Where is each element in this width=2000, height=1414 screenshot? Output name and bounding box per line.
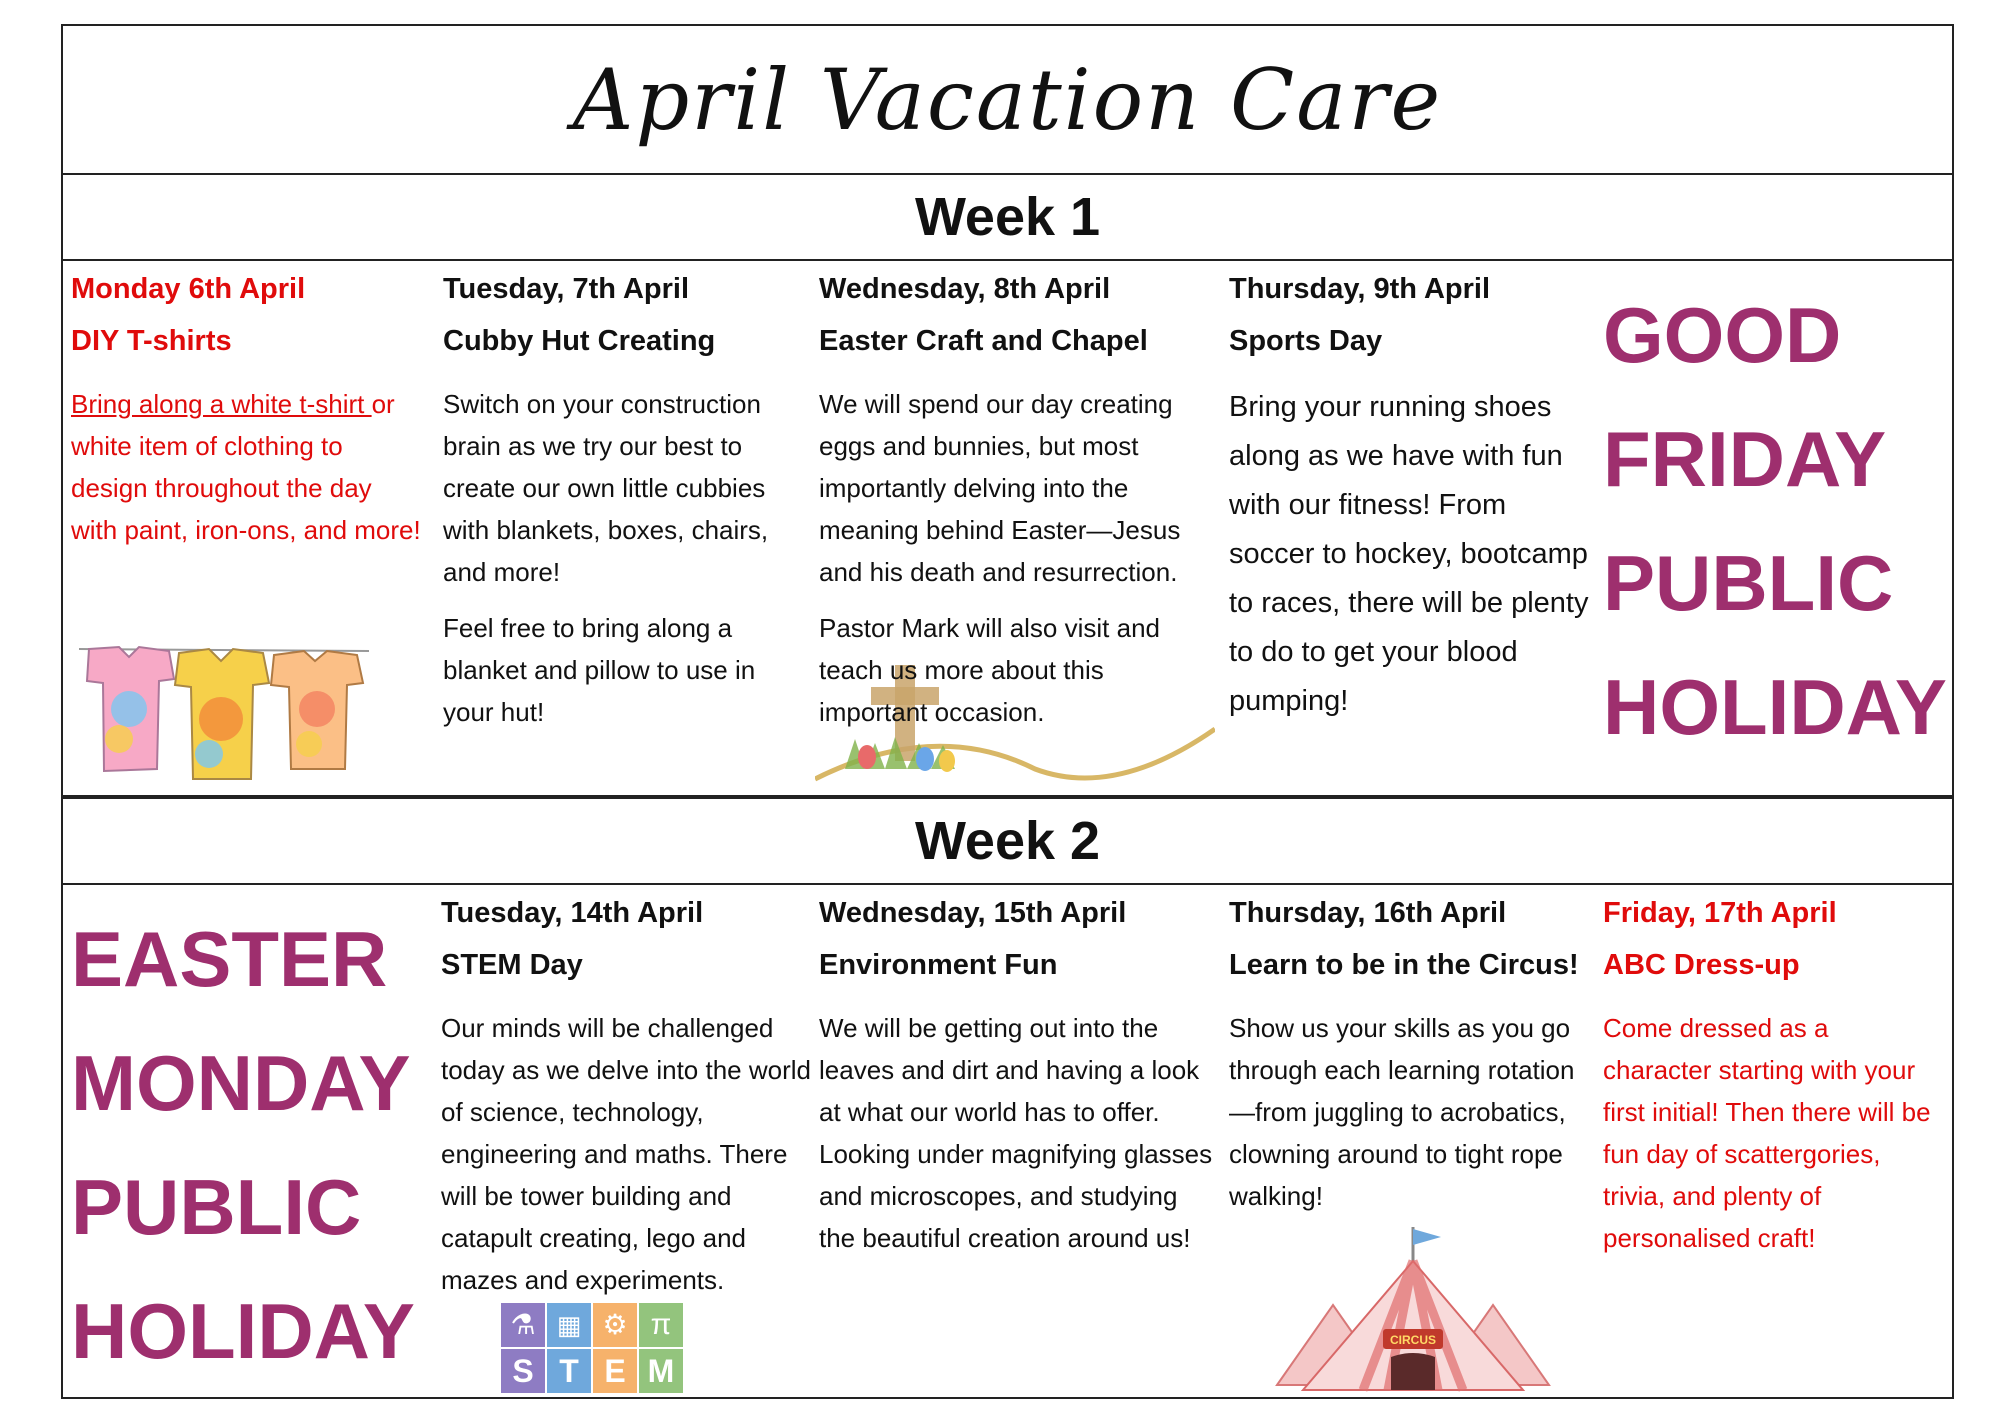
day-title: Tuesday, 7th April <box>443 273 690 305</box>
week1-friday-holiday <box>1603 273 1947 769</box>
week1-heading: Week 1 <box>914 187 1101 247</box>
stem-letter: T <box>547 1349 591 1393</box>
holiday-line: EASTER <box>71 915 388 1003</box>
egg-icon <box>858 745 876 769</box>
day-title: Tuesday, 14th April <box>441 897 704 929</box>
day-title: Thursday, 16th April <box>1229 897 1507 929</box>
stem-letter: S <box>501 1349 545 1393</box>
activity-title: Learn to be in the Circus! <box>1229 949 1579 981</box>
grid-icon: ▦ <box>547 1303 591 1347</box>
page-title: April Vacation Care <box>572 50 1443 149</box>
holiday-line: PUBLIC <box>1603 539 1894 627</box>
day-title: Monday 6th April <box>71 273 306 305</box>
week2-wednesday <box>819 885 1227 1259</box>
tshirts-illustration <box>79 629 369 789</box>
stem-letter: E <box>593 1349 637 1393</box>
egg-icon <box>939 750 955 772</box>
week1-tuesday <box>443 261 818 733</box>
activity-description <box>71 383 421 551</box>
holiday-line: HOLIDAY <box>1603 663 1947 751</box>
activity-description: Show us your skills as you go through each learning rotation—from juggling to acrobatics, clowning around to tight rope walking! <box>1229 1013 1575 1211</box>
circus-tent-illustration <box>1273 1225 1553 1395</box>
week2-monday-holiday <box>71 897 441 1393</box>
day-title: Wednesday, 8th April <box>819 273 1111 305</box>
activity-title: Sports Day <box>1229 325 1383 357</box>
activity-note: Feel free to bring along a blanket and pillow to use in your hut! <box>443 613 756 727</box>
tshirt-icon <box>271 651 363 769</box>
week2-heading-bar <box>61 797 1954 885</box>
activity-title: Cubby Hut Creating <box>443 325 716 357</box>
day-title: Thursday, 9th April <box>1229 273 1491 305</box>
flag-icon <box>1413 1229 1441 1245</box>
week2-tuesday <box>441 885 821 1301</box>
week1-monday <box>71 261 431 551</box>
circus-sign: CIRCUS <box>1389 1333 1437 1347</box>
holiday-line: PUBLIC <box>71 1163 362 1251</box>
flask-icon: ⚗ <box>501 1303 545 1347</box>
week1-heading-bar <box>61 173 1954 261</box>
week1-body <box>61 261 1954 797</box>
activity-title: STEM Day <box>441 949 583 981</box>
activity-title: Environment Fun <box>819 949 1058 981</box>
holiday-line: HOLIDAY <box>71 1287 415 1375</box>
description-rest: or white item of clothing to design throughout the day with paint, iron-ons, and more! <box>71 389 421 545</box>
activity-description: Come dressed as a character starting with your first initial! Then there will be fun day of scattergories, trivia, and plenty of personalised craft! <box>1603 1013 1931 1253</box>
stem-logo <box>501 1303 685 1395</box>
activity-description: We will be getting out into the leaves and dirt and having a look at what our world has to offer. Looking under magnifying glasses and microscopes, and studying the beautiful creation around us! <box>819 1013 1213 1253</box>
week2-body <box>61 885 1954 1399</box>
gear-icon: ⚙ <box>593 1303 637 1347</box>
pi-icon: π <box>639 1303 683 1347</box>
week2-thursday <box>1229 885 1605 1217</box>
day-title: Friday, 17th April <box>1603 897 1837 929</box>
week1-thursday <box>1229 261 1605 726</box>
holiday-line: GOOD <box>1603 291 1842 379</box>
tshirt-icon <box>175 649 269 779</box>
egg-icon <box>916 747 934 771</box>
holiday-line: FRIDAY <box>1603 415 1887 503</box>
week2-friday <box>1603 885 1949 1259</box>
activity-title: DIY T-shirts <box>71 325 232 357</box>
activity-description: Our minds will be challenged today as we delve into the world of science, technology, engineering and maths. There will be tower building and catapult creating, lego and mazes and experiments. <box>441 1013 811 1295</box>
activity-description: We will spend our day creating eggs and bunnies, but most importantly delving into the meaning behind Easter—Jesus and his death and resurrection. <box>819 389 1181 587</box>
week2-heading: Week 2 <box>914 811 1101 871</box>
holiday-line: MONDAY <box>71 1039 411 1127</box>
activity-note: Pastor Mark will also visit and teach us more about this important occasion. <box>819 613 1160 727</box>
activity-title: ABC Dress-up <box>1603 949 1800 981</box>
day-title: Wednesday, 15th April <box>819 897 1127 929</box>
activity-description: Switch on your construction brain as we try our best to create our own little cubbies with blankets, boxes, chairs, and more! <box>443 389 769 587</box>
activity-description: Bring your running shoes along as we have with fun with our fitness! From soccer to hockey, bootcamp to races, there will be plenty to do to get your blood pumping! <box>1229 391 1589 717</box>
week1-wednesday <box>819 261 1227 733</box>
tshirt-icon <box>87 647 174 771</box>
activity-title: Easter Craft and Chapel <box>819 325 1148 357</box>
description-underlined: Bring along a white t-shirt <box>71 389 372 419</box>
stem-letter: M <box>639 1349 683 1393</box>
title-box <box>61 24 1954 175</box>
